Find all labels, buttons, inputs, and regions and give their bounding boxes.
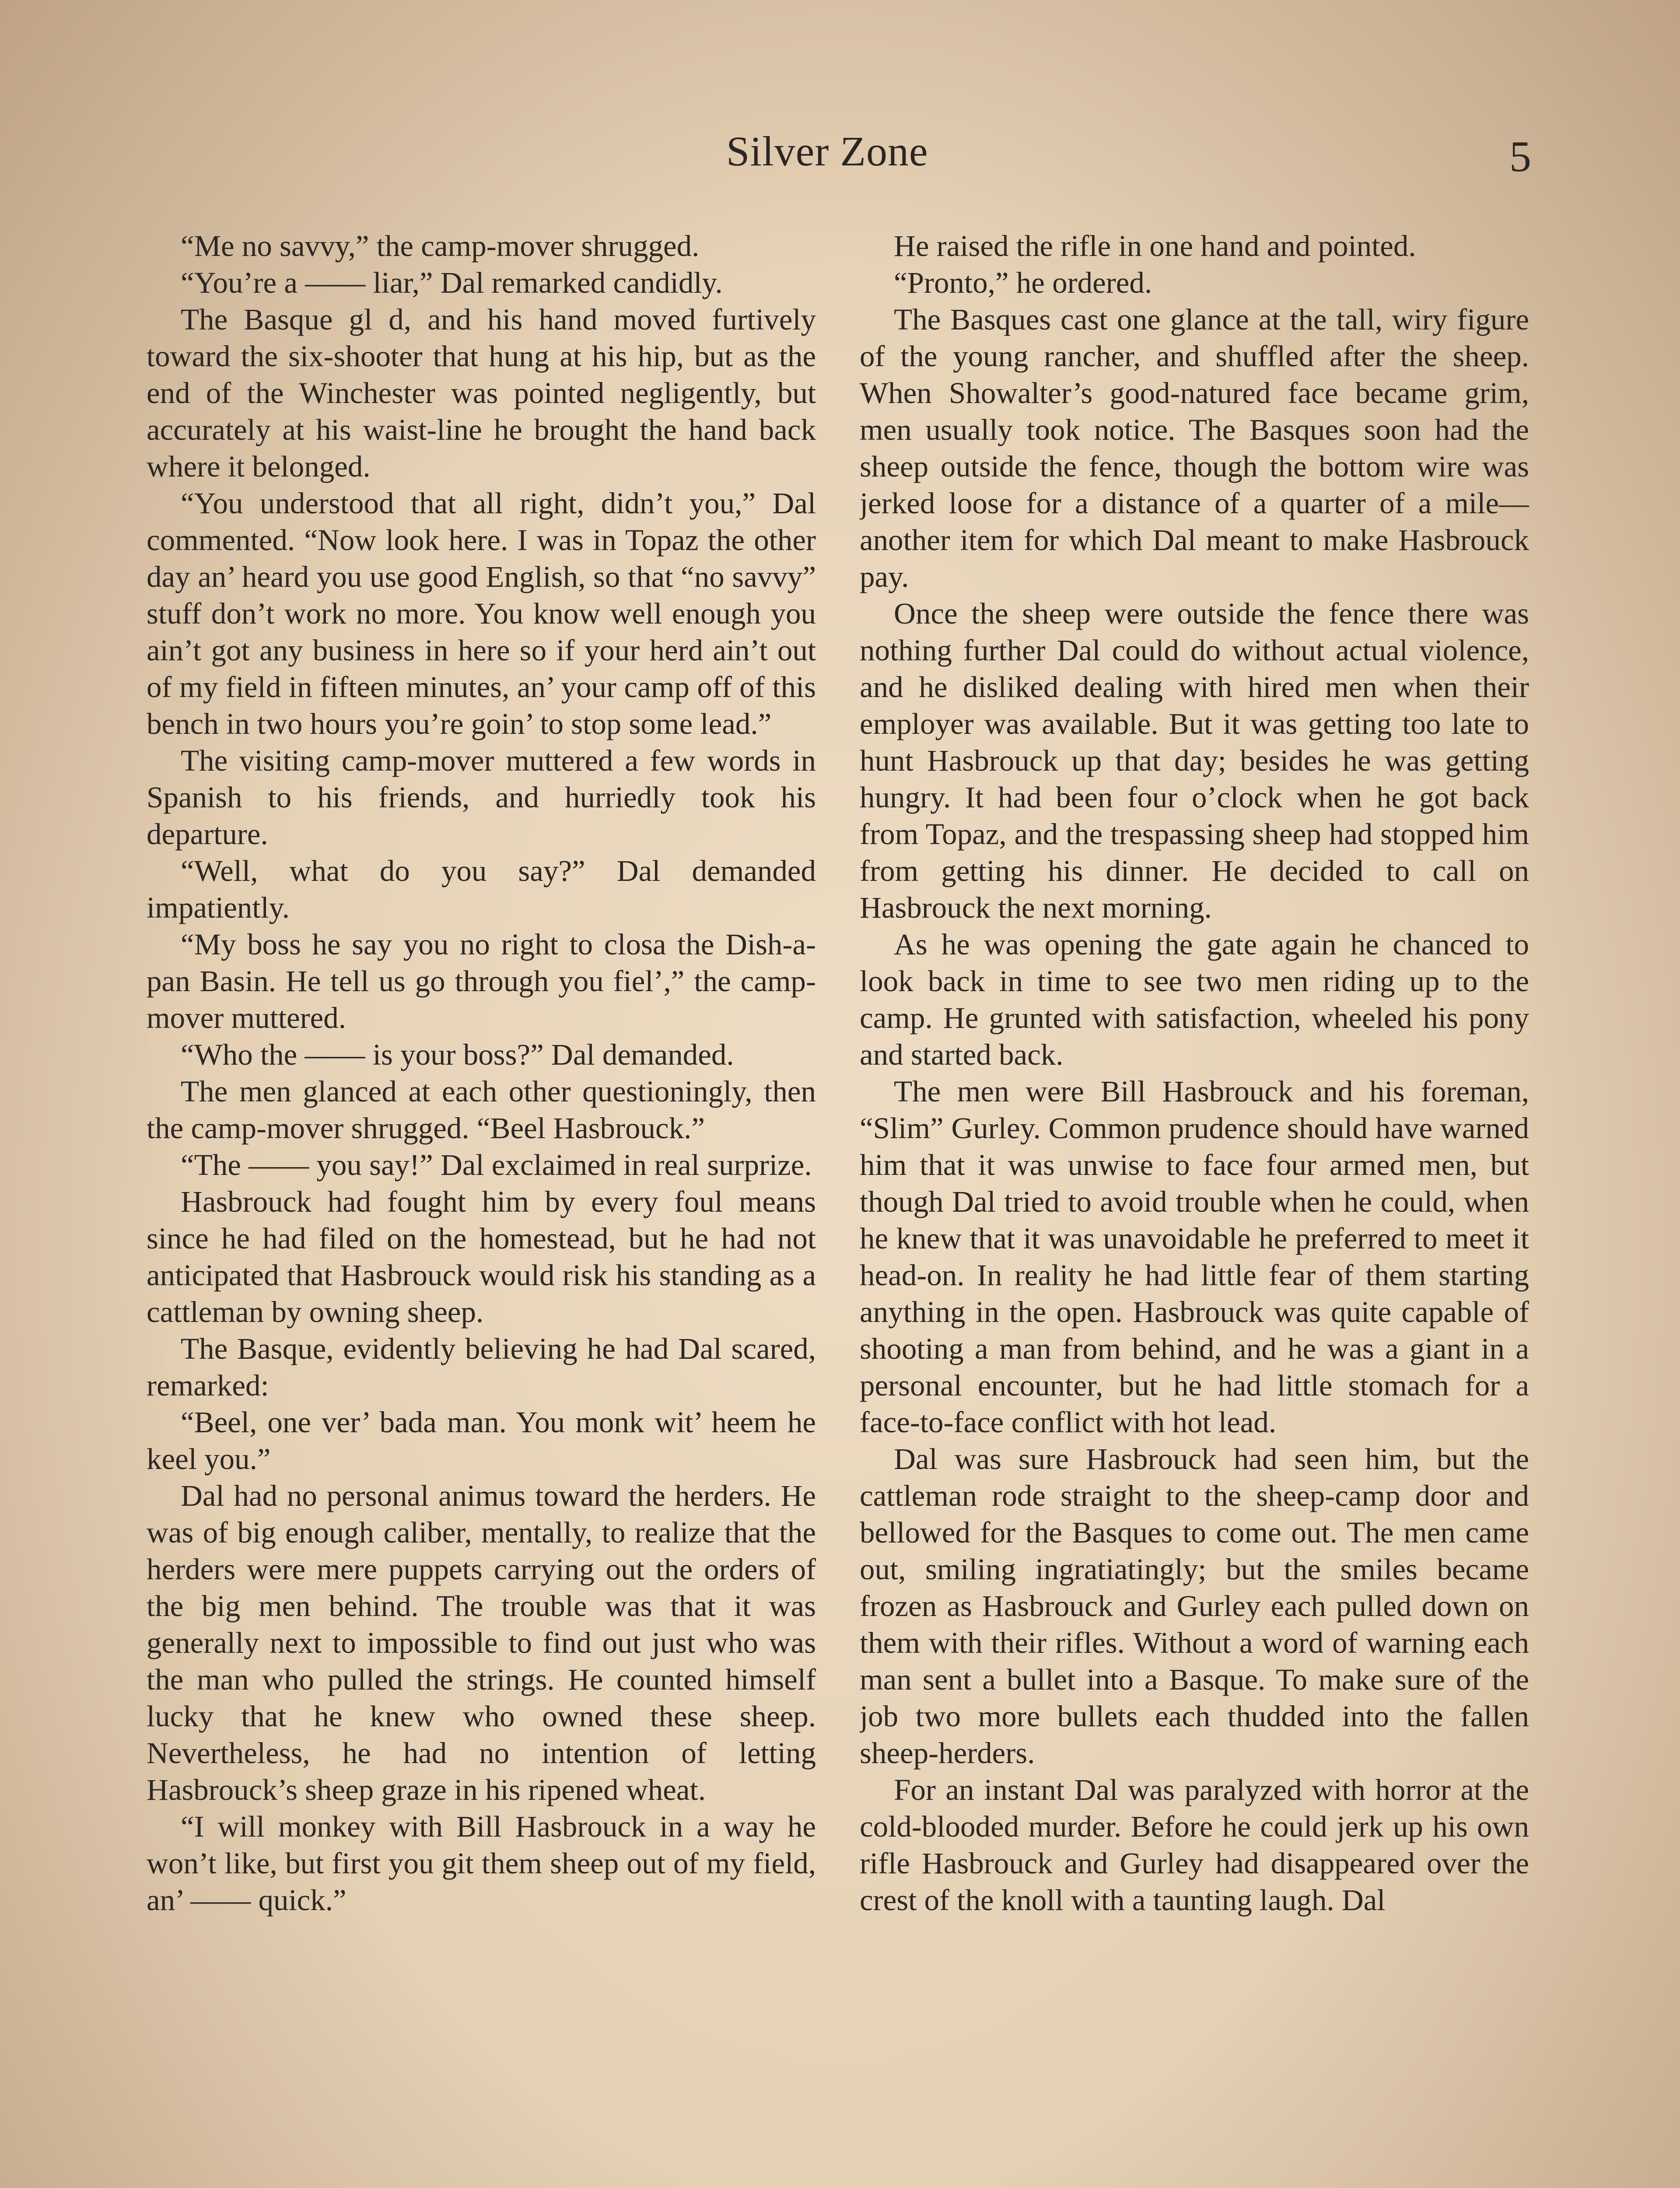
page-number: 5 bbox=[1509, 132, 1531, 181]
paragraph: The Basques cast one glance at the tall, wiry figure of the young rancher, and shuffled after the sheep. When Showalter’s good-natured face became grim, men usually took notice. The Basques soon had the sheep outside the fence, though the bottom wire was jerked loose for a distance of a quarter of a mile—another item for which Dal meant to make Hasbrouck pay. bbox=[860, 303, 1529, 593]
paragraph: “I will monkey with Bill Hasbrouck in a way he won’t like, but first you git them sheep out of my field, an’ —— quick.” bbox=[147, 1810, 816, 1917]
paragraph: The visiting camp-mover muttered a few words in Spanish to his friends, and hurriedly took his departure. bbox=[147, 744, 816, 851]
paragraph: Once the sheep were outside the fence there was nothing further Dal could do without actual violence, and he disliked dealing with hired men when their employer was available. But it was getting too late to hunt Hasbrouck up that day; besides he was getting hungry. It had been four o’clock when he got back from Topaz, and the trespassing sheep had stopped him from getting his dinner. He decided to call on Hasbrouck the next morning. bbox=[860, 597, 1529, 924]
paragraph: The Basque gl d, and his hand moved furtively toward the six-shooter that hung at his hip, but as the end of the Winchester was pointed negligently, but accurately at his waist-line he brought the hand back where it belonged. bbox=[147, 303, 816, 483]
paragraph: He raised the rifle in one hand and pointed. bbox=[894, 229, 1416, 263]
paragraph: Hasbrouck had fought him by every foul means since he had filed on the homestead, but he had not anticipated that Hasbrouck would risk his standing as a cattleman by owning sheep. bbox=[147, 1185, 816, 1329]
paragraph: “Who the —— is your boss?” Dal demanded. bbox=[181, 1038, 734, 1071]
paragraph: The Basque, evidently believing he had Dal scared, remarked: bbox=[147, 1332, 816, 1402]
paragraph: Dal had no personal animus toward the herders. He was of big enough caliber, mentally, to realize that the herders were mere puppets carrying out the orders of the big men behind. The trouble was that it was generally next to impossible to find out just who was the man who pulled the strings. He counted himself lucky that he knew who owned these sheep. Nevertheless, he had no intention of letting Hasbrouck’s sheep graze in his ripened wheat. bbox=[147, 1479, 816, 1806]
left-column bbox=[147, 228, 816, 2188]
paragraph: “You’re a —— liar,” Dal remarked candidly. bbox=[181, 266, 723, 299]
paragraph: The men were Bill Hasbrouck and his foreman, “Slim” Gurley. Common prudence should have warned him that it was unwise to face four armed men, but though Dal tried to avoid trouble when he could, when he knew that it was unavoidable he preferred to meet it head-on. In reality he had little fear of them starting anything in the open. Hasbrouck was quite capable of shooting a man from behind, and he was a giant in a personal encounter, but he had little stomach for a face-to-face conflict with hot lead. bbox=[860, 1075, 1529, 1439]
paragraph: “Beel, one ver’ bada man. You monk wit’ heem he keel you.” bbox=[147, 1406, 816, 1476]
paragraph: “My boss he say you no right to closa the Dish-a-pan Basin. He tell us go through you fiel’,” the camp-mover muttered. bbox=[147, 928, 816, 1034]
paragraph: “Well, what do you say?” Dal demanded impatiently. bbox=[147, 854, 816, 924]
paragraph: For an instant Dal was paralyzed with horror at the cold-blooded murder. Before he could jerk up his own rifle Hasbrouck and Gurley had disappeared over the crest of the knoll with a taunting laugh. Dal bbox=[860, 1773, 1529, 1917]
right-column bbox=[860, 228, 1529, 2188]
page-header bbox=[0, 127, 1680, 193]
paragraph: Dal was sure Hasbrouck had seen him, but the cattleman rode straight to the sheep-camp door and bellowed for the Basques to come out. The men came out, smiling ingratiatingly; but the smiles became frozen as Hasbrouck and Gurley each pulled down on them with their rifles. Without a word of warning each man sent a bullet into a Basque. To make sure of the job two more bullets each thudded into the fallen sheep-herders. bbox=[860, 1442, 1529, 1770]
running-title: Silver Zone bbox=[726, 128, 928, 175]
paragraph: The men glanced at each other questioningly, then the camp-mover shrugged. “Beel Hasbrouck.” bbox=[147, 1075, 816, 1145]
paragraph: “Pronto,” he ordered. bbox=[894, 266, 1152, 299]
paragraph: As he was opening the gate again he chanced to look back in time to see two men riding up to the camp. He grunted with satisfaction, wheeled his pony and started back. bbox=[860, 928, 1529, 1071]
paragraph: “Me no savvy,” the camp-mover shrugged. bbox=[181, 229, 700, 263]
paragraph: “You understood that all right, didn’t you,” Dal commented. “Now look here. I was in Topaz the other day an’ heard you use good English, so that “no savvy” stuff don’t work no more. You know well enough you ain’t got any business in here so if your herd ain’t out of my field in fifteen minutes, an’ your camp off of this bench in two hours you’re goin’ to stop some lead.” bbox=[147, 487, 816, 740]
paragraph: “The —— you say!” Dal exclaimed in real surprize. bbox=[181, 1148, 812, 1182]
